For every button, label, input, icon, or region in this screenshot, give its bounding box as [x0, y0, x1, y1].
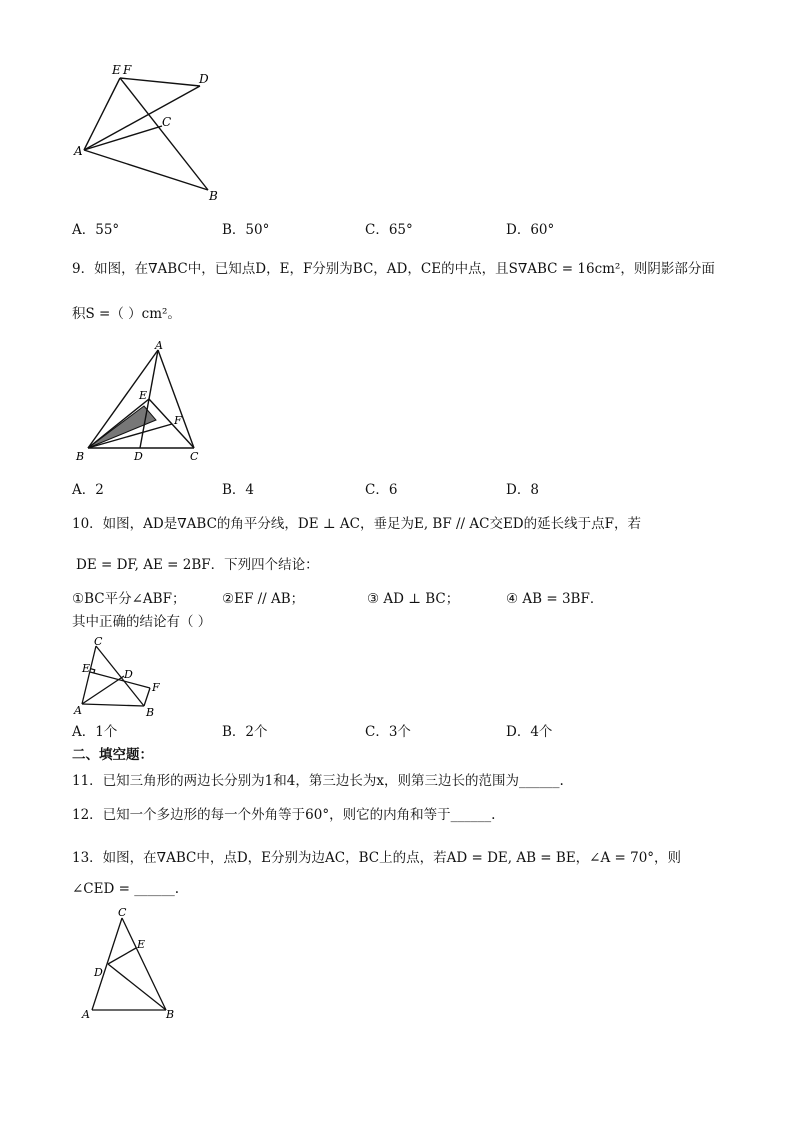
q9-option-c[interactable]: C．6 — [365, 482, 398, 498]
q10-option-d[interactable]: D．4个 — [506, 724, 553, 740]
q10-label-d: D — [124, 668, 133, 681]
q8-option-b[interactable]: B．50° — [222, 222, 270, 238]
q9-label-a: A — [155, 340, 163, 352]
q13-label-b: B — [166, 1008, 175, 1021]
q10-question-line4: 其中正确的结论有（ ） — [72, 614, 212, 630]
q9-question-line2: 积S =（ ）cm²。 — [72, 306, 181, 322]
q8-label-a: A — [74, 144, 83, 158]
q8-label-c: C — [162, 115, 172, 129]
q9-option-a[interactable]: A．2 — [72, 482, 104, 498]
q8-option-c[interactable]: C．65° — [365, 222, 413, 238]
q10-conclusion-2: ②EF // AB； — [222, 591, 305, 607]
q10-label-a: A — [74, 704, 82, 717]
q13-label-d: D — [94, 966, 103, 979]
q11-question: 11．已知三角形的两边长分别为1和4，第三边长为x，则第三边长的范围为______. — [72, 773, 564, 789]
q9-option-b[interactable]: B．4 — [222, 482, 255, 498]
q10-option-c[interactable]: C．3个 — [365, 724, 411, 740]
q13-diagram — [78, 906, 188, 1024]
q9-label-d: D — [134, 450, 143, 463]
q10-option-a[interactable]: A．1个 — [72, 724, 118, 740]
q8-label-f: F — [123, 63, 132, 77]
q10-label-e: E — [82, 662, 91, 675]
q10-option-b[interactable]: B．2个 — [222, 724, 268, 740]
q10-label-b: B — [146, 706, 155, 719]
q9-label-c: C — [190, 450, 199, 463]
q9-label-b: B — [76, 450, 85, 463]
q8-diagram — [72, 58, 232, 208]
q13-question-line1: 13．如图，在∇ABC中，点D，E分别为边AC，BC上的点，若AD = DE, AB = BE，∠A = 70°，则 — [72, 850, 682, 866]
q8-label-d: D — [199, 72, 209, 86]
q10-label-c: C — [94, 635, 103, 648]
q13-question-line2: ∠CED = ______. — [72, 881, 180, 897]
q10-question-line2: DE = DF, AE = 2BF．下列四个结论： — [76, 557, 319, 573]
q9-question-line1: 9．如图，在∇ABC中，已知点D，E，F分别为BC，AD，CE的中点，且S∇ABC = 16cm²，则阴影部分面 — [72, 261, 715, 277]
q13-label-a: A — [82, 1008, 90, 1021]
q13-label-e: E — [137, 938, 146, 951]
q13-figure — [78, 906, 188, 1024]
q10-conclusion-1: ①BC平分∠ABF； — [72, 591, 186, 607]
section-heading-fill-in: 二、填空题： — [72, 747, 153, 763]
q10-conclusion-4: ④ AB = 3BF． — [506, 591, 604, 607]
q10-label-f: F — [152, 681, 160, 694]
q9-label-e: E — [139, 389, 148, 402]
q8-option-d[interactable]: D．60° — [506, 222, 555, 238]
q9-diagram — [72, 340, 212, 465]
q13-label-c: C — [118, 906, 127, 919]
q9-option-d[interactable]: D．8 — [506, 482, 539, 498]
q9-figure — [72, 340, 212, 465]
q10-question-line1: 10．如图，AD是∇ABC的角平分线，DE ⊥ AC，垂足为E, BF // AC交ED的延长线于点F，若 — [72, 516, 641, 532]
q12-question: 12．已知一个多边形的每一个外角等于60°，则它的内角和等于______. — [72, 807, 496, 823]
q8-option-a[interactable]: A．55° — [72, 222, 120, 238]
q9-label-f: F — [174, 414, 182, 427]
q8-label-b: B — [209, 189, 218, 203]
q8-figure — [72, 58, 232, 208]
q10-conclusion-3: ③ AD ⊥ BC； — [367, 591, 460, 607]
q8-label-e: E — [112, 63, 121, 77]
q10-figure — [72, 634, 172, 720]
q10-diagram — [72, 634, 172, 720]
